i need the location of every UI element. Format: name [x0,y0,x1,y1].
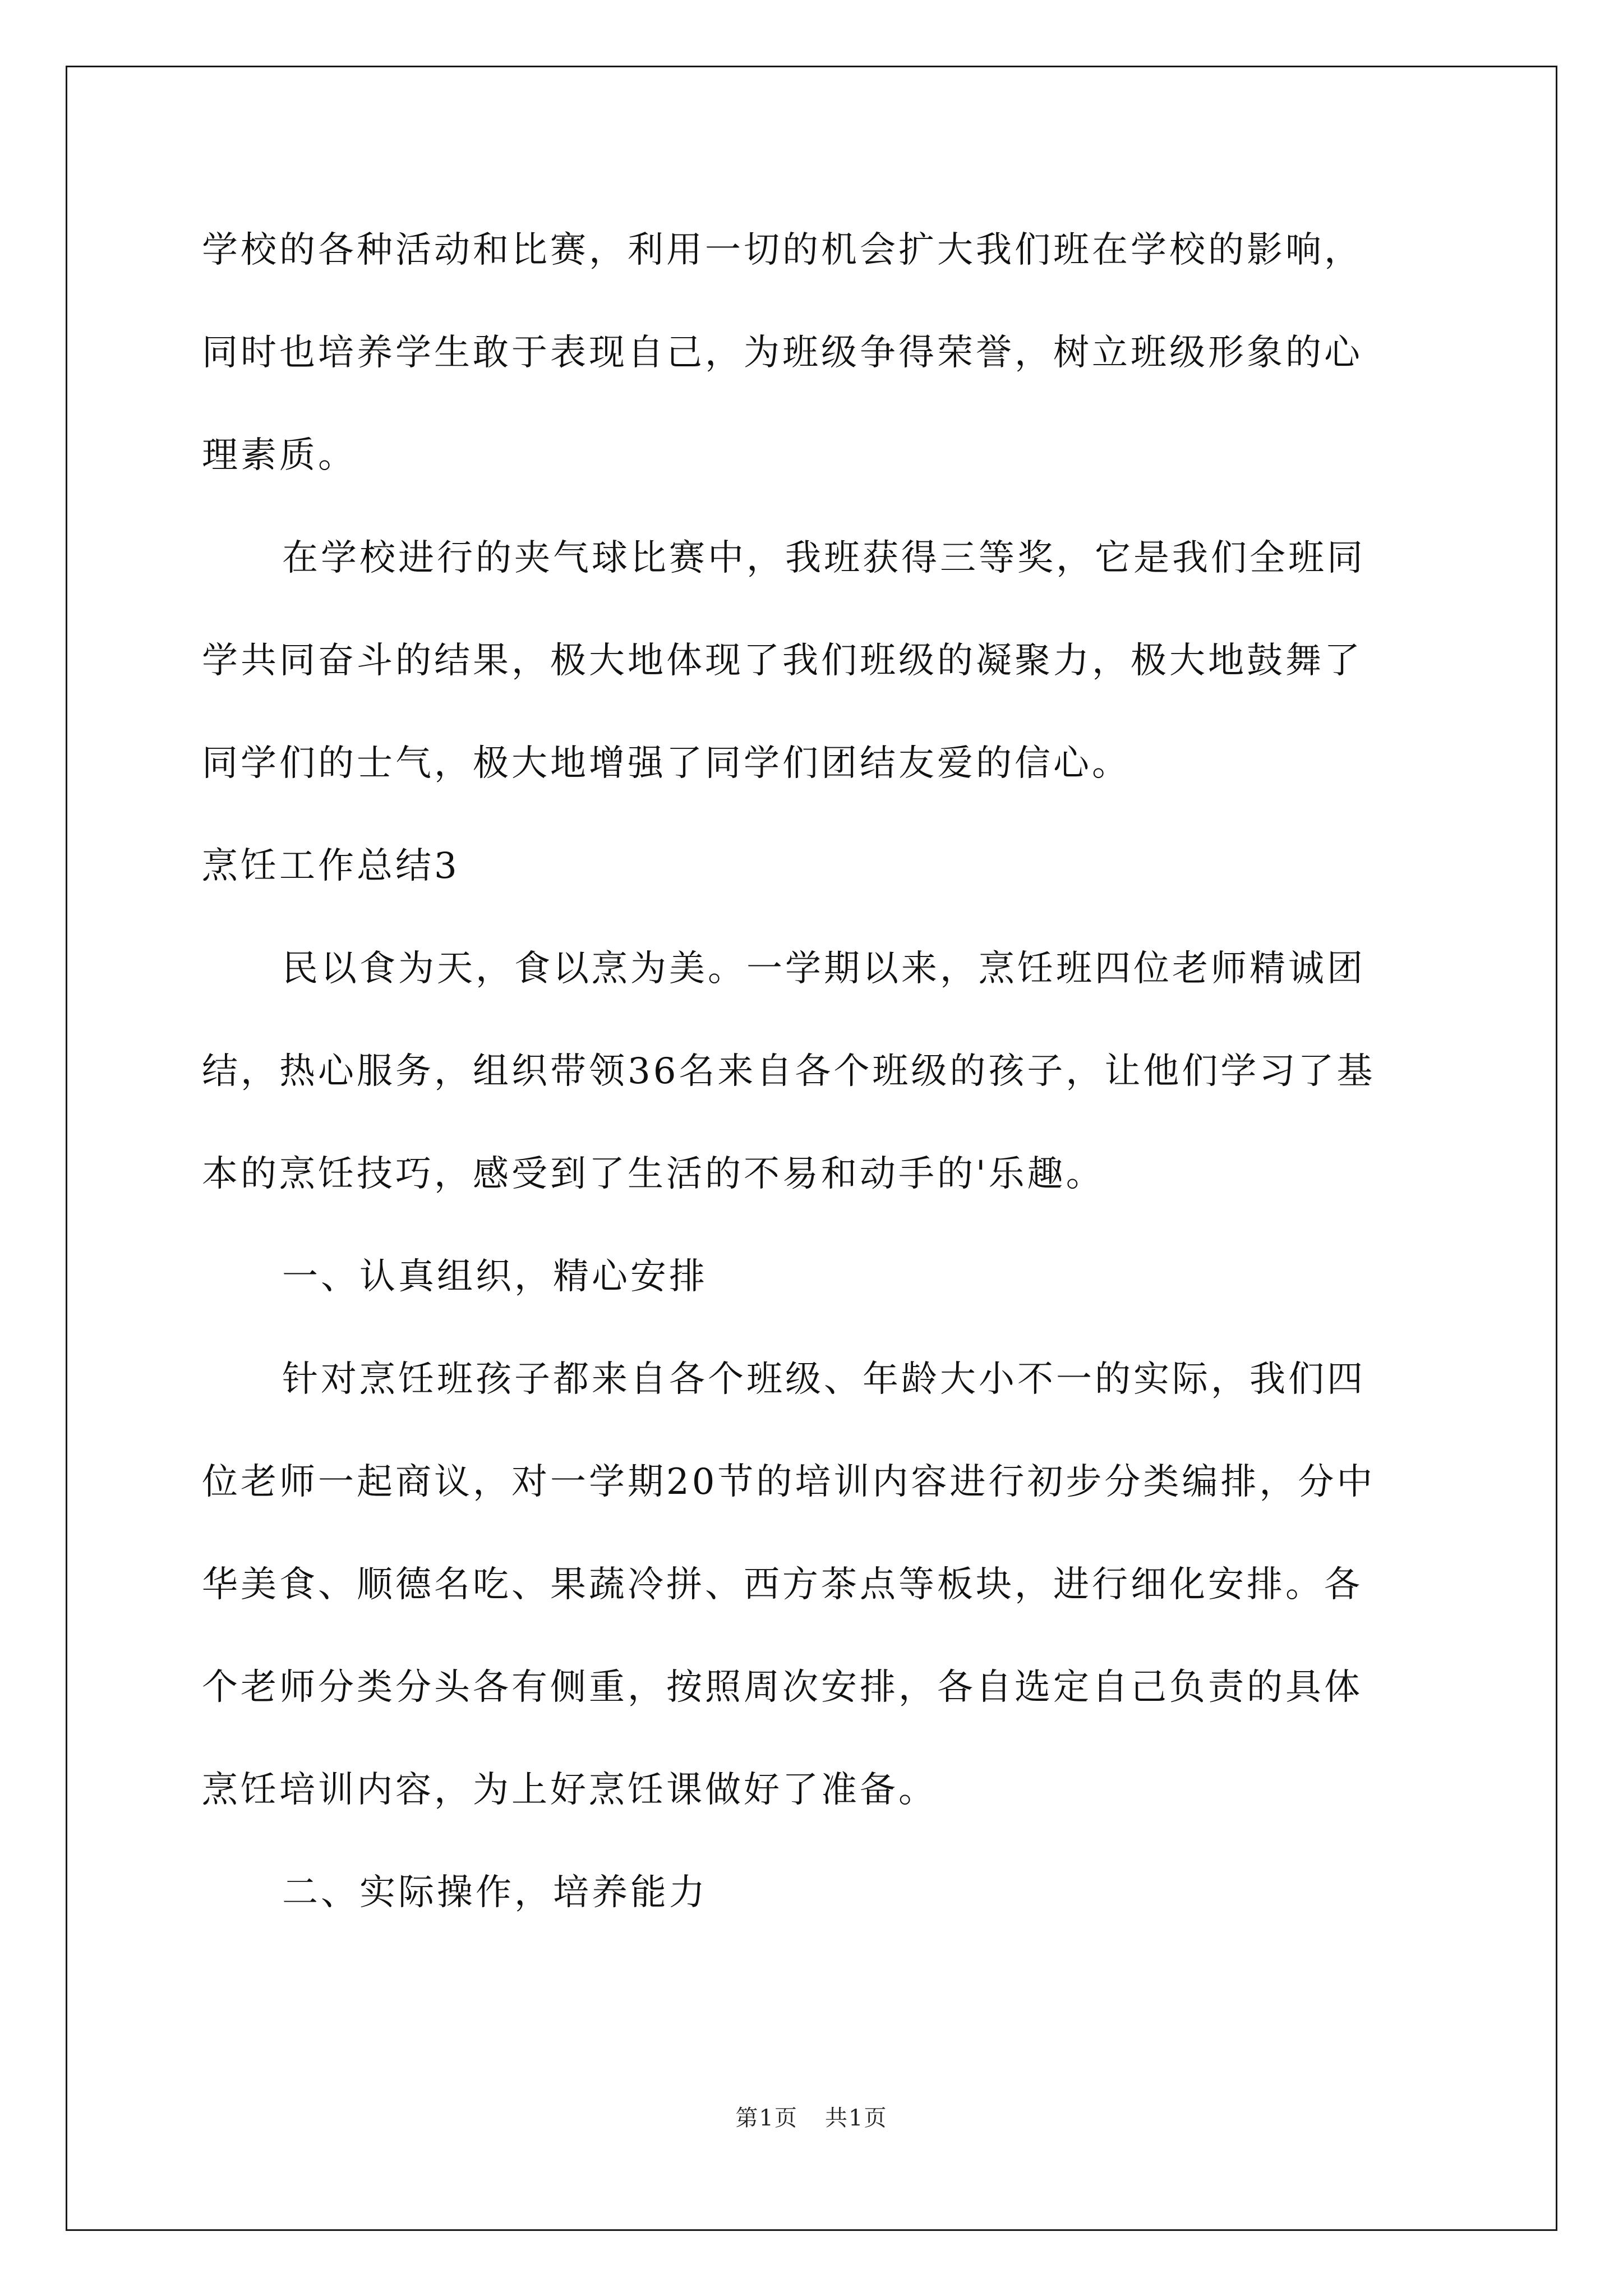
text-line: 学共同奋斗的结果，极大地体现了我们班级的凝聚力，极大地鼓舞了 [202,640,1363,682]
text-line: 在学校进行的夹气球比赛中，我班获得三等奖，它是我们全班同 [282,537,1366,579]
text-line: 同学们的士气，极大地增强了同学们团结友爱的信心。 [202,743,1131,784]
text-line: 同时也培养学生敢于表现自己，为班级争得荣誉，树立班级形象的心 [202,332,1363,374]
text-line: 本的烹饪技巧，感受到了生活的不易和动手的'乐趣。 [202,1153,1105,1195]
text-line: 理素质。 [202,435,357,476]
document-body [202,199,1424,1944]
text-line: 位老师一起商议，对一学期20节的培训内容进行初步分类编排，分中 [202,1461,1376,1503]
text-line: 针对烹饪班孩子都来自各个班级、年龄大小不一的实际，我们四 [282,1359,1366,1400]
text-line: 学校的各种活动和比赛，利用一切的机会扩大我们班在学校的影响， [202,229,1363,271]
text-line: 个老师分类分头各有侧重，按照周次安排，各自选定自己负责的具体 [202,1667,1363,1708]
text-line: 结，热心服务，组织带领36名来自各个班级的孩子，让他们学习了基 [202,1051,1376,1092]
subheading: 一、认真组织，精心安排 [282,1256,708,1297]
subheading: 二、实际操作，培养能力 [282,1872,708,1913]
text-line: 华美食、顺德名吃、果蔬冷拼、西方茶点等板块，进行细化安排。各 [202,1564,1363,1605]
section-title: 烹饪工作总结3 [202,845,460,887]
text-line: 民以食为天，食以烹为美。一学期以来，烹饪班四位老师精诚团 [282,948,1366,990]
text-line: 烹饪培训内容，为上好烹饪课做好了准备。 [202,1769,937,1811]
page-total: 共1页 [825,2105,888,2131]
page-footer [0,2101,1623,2135]
page-number: 第1页 [735,2105,798,2131]
